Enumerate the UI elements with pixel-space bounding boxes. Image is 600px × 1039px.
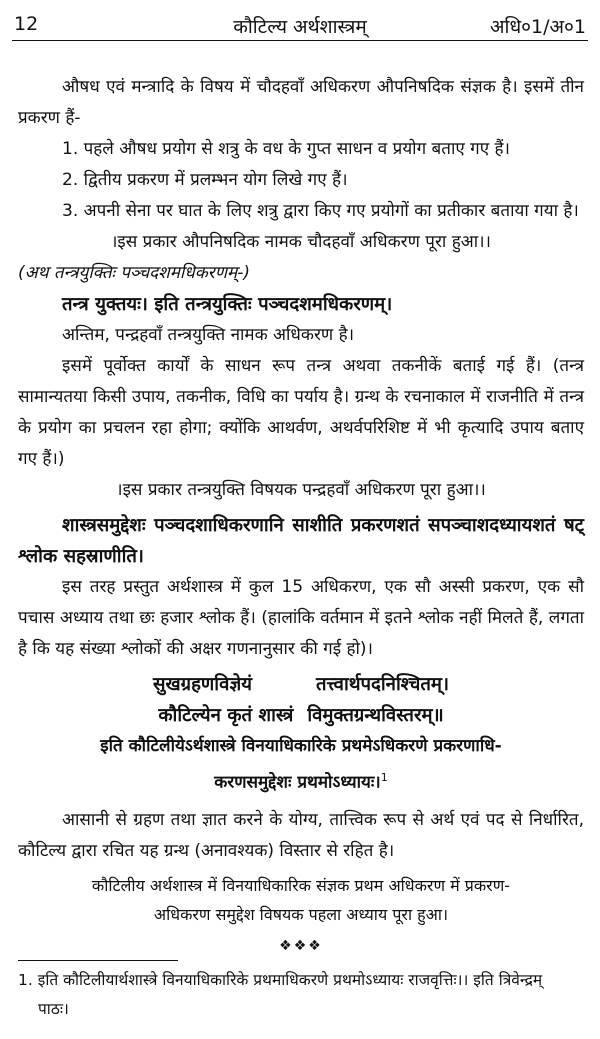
list-item-1: 1. पहले औषध प्रयोग से शत्रु के वध के गुप्त साधन व प्रयोग बताए गए हैं।	[62, 139, 511, 159]
closing-line-15: ।इस प्रकार तन्त्रयुक्ति विषयक पन्द्रहवाँ अधिकरण पूरा हुआ।।	[116, 480, 486, 500]
page-body	[18, 72, 584, 962]
chapter-closing-line-2: अधिकरण समुद्देश विषयक पहला अध्याय पूरा हुआ।	[153, 904, 449, 924]
verse-2-first-half: कौटिल्येन कृतं शास्त्रं	[158, 705, 294, 726]
section-heading-15: (अथ तन्त्रयुक्तिः पञ्चदशमधिकरणम्-)	[18, 263, 250, 283]
running-title: कौटिल्य अर्थशास्त्रम्	[233, 16, 367, 38]
paragraph-chapter-14: औषध एवं मन्त्रादि के विषय में चौदहवाँ अधिकरण औपनिषदिक संज्ञक है। इसमें तीन प्रकरण हैं-	[18, 77, 584, 128]
footnote	[18, 966, 584, 1024]
paragraph-15-detail: इसमें पूर्वोक्त कार्यों के साधन रूप तन्त्र अथवा तकनीकें बताई गई हैं। (तन्त्र सामान्यतया किसी उपाय, तकनीक, विधि का पर्याय है। ग्रन्थ के रचनाकाल में राजनीति में तन्त्र के प्रयोग का प्रचलन रहा होगा; क्योंकि आथर्वण, अथर्वपरिशिष्ट में भी कृत्यादि उपाय बताए गए हैं।)	[18, 356, 584, 469]
chapter-closing-line-1: कौटिलीय अर्थशास्त्र में विनयाधिकारिक संज्ञक प्रथम अधिकरण में प्रकरण-	[91, 875, 511, 895]
running-header	[12, 6, 588, 41]
closing-line-14: ।इस प्रकार औपनिषदिक नामक चौदहवाँ अधिकरण पूरा हुआ।।	[110, 232, 491, 252]
list-item-3: 3. अपनी सेना पर घात के लिए शत्रु द्वारा किए गए प्रयोगों का प्रतीकार बताया गया है।	[62, 201, 579, 221]
sutra-summary: शास्त्रसमुद्देशः पञ्चदशाधिकरणानि साशीति प्रकरणशतं सपञ्चाशदध्यायशतं षट् श्लोक सहस्राणीति।	[18, 515, 584, 567]
chapter-reference: अधि०1/अ०1	[490, 16, 586, 38]
footnote-line-1: 1. इति कौटिलीयार्थशास्त्रे विनयाधिकारिके प्रथमाधिकरणे प्रथमोऽध्यायः राजवृत्तिः।। इति त्रिवेन्द्रम्	[18, 971, 543, 989]
list-item-2: 2. द्वितीय प्रकरण में प्रलम्भन योग लिखे गए हैं।	[62, 170, 348, 190]
footnote-line-2: पाठः।	[38, 1000, 69, 1018]
sutra-15: तन्त्र युक्तयः। इति तन्त्रयुक्तिः पञ्चदशमधिकरणम्।	[62, 294, 393, 315]
ornament-divider: ❖❖❖	[279, 937, 323, 954]
verse-1-second-half: तत्त्वार्थपदनिश्चितम्।	[315, 674, 449, 695]
colophon-line-2	[18, 762, 584, 799]
paragraph-verse-meaning: आसानी से ग्रहण तथा ज्ञात करने के योग्य, तात्त्विक रूप से अर्थ एवं पद से निर्धारित, कौटिल्य द्वारा रचित यह ग्रन्थ (अनावश्यक) विस्तार से रहित है।	[18, 809, 584, 861]
verse-2-second-half: विमुक्तग्रन्थविस्तरम्॥	[307, 705, 444, 726]
colophon-text: करणसमुद्देशः प्रथमोऽध्यायः।	[214, 772, 381, 793]
paragraph-15-intro: अन्तिम, पन्द्रहवाँ तन्त्रयुक्ति नामक अधिकरण है।	[62, 325, 355, 345]
verse-line-2	[18, 700, 584, 731]
footnote-marker: 1	[380, 771, 388, 784]
verse-1-first-half: सुखग्रहणविज्ञेयं	[153, 674, 252, 695]
colophon-line-1: इति कौटिलीयेऽर्थशास्त्रे विनयाधिकारिके प्रथमेऽधिकरणे प्रकरणाधि-	[100, 736, 502, 756]
paragraph-summary: इस तरह प्रस्तुत अर्थशास्त्र में कुल 15 अधिकरण, एक सौ अस्सी प्रकरण, एक सौ पचास अध्याय तथा छः हजार श्लोक हैं। (हालांकि वर्तमान में इतने श्लोक नहीं मिलते हैं, लगता है कि यह संख्या श्लोकों की अक्षर गणनानुसार की गई हो)।	[18, 577, 584, 659]
page-number: 12	[14, 13, 39, 35]
footnote-rule	[18, 960, 178, 961]
verse-line-1	[18, 669, 584, 700]
